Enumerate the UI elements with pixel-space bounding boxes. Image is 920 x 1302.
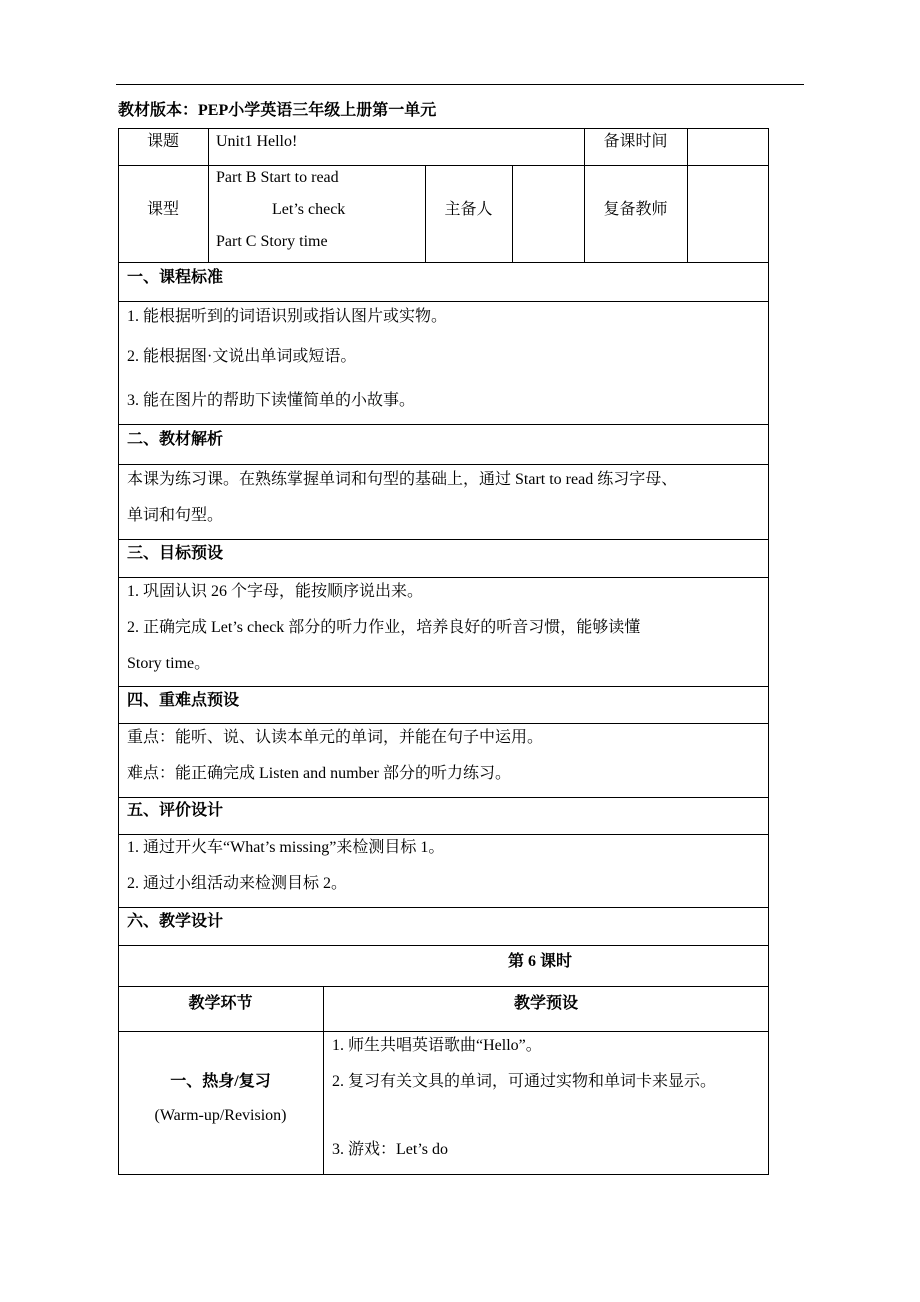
section-rule <box>118 686 769 687</box>
section-rule <box>118 424 769 425</box>
label-topic: 课题 <box>146 133 179 150</box>
section-rule <box>118 1031 769 1032</box>
section-line: 2. 通过小组活动来检测目标 2。 <box>127 875 348 892</box>
stage-name-en: (Warm-up/Revision) <box>154 1107 287 1124</box>
section-line: 难点：能正确完成 Listen and number 部分的听力练习。 <box>127 765 511 782</box>
header-rule <box>118 165 769 166</box>
section-rule <box>118 301 769 302</box>
top-rule <box>116 84 804 85</box>
topic-value: Unit1 Hello! <box>216 133 298 150</box>
section-rule <box>118 723 769 724</box>
section-rule <box>118 907 769 908</box>
section-rule <box>118 945 769 946</box>
header-col-line <box>512 165 513 262</box>
label-review: 复备教师 <box>603 201 668 218</box>
section-rule <box>118 986 769 987</box>
section-rule <box>118 797 769 798</box>
type-line: Part C Story time <box>216 233 328 250</box>
type-line: Part B Start to read <box>216 169 339 186</box>
section-line: 重点：能听、说、认读本单元的单词，并能在句子中运用。 <box>127 729 544 746</box>
section-heading: 三、目标预设 <box>127 545 224 562</box>
section-line: 2. 能根据图·文说出单词或短语。 <box>127 348 357 365</box>
section-line: 单词和句型。 <box>127 507 224 524</box>
section-rule <box>118 464 769 465</box>
section-heading: 六、教学设计 <box>127 913 224 930</box>
plan-step: 2. 复习有关文具的单词，可通过实物和单词卡来显示。 <box>332 1073 717 1090</box>
type-line: Let’s check <box>272 201 346 218</box>
section-heading: 二、教材解析 <box>127 431 224 448</box>
section-line: 1. 通过开火车“What’s missing”来检测目标 1。 <box>127 839 445 856</box>
plan-step: 3. 游戏：Let’s do <box>332 1141 448 1158</box>
header-rule <box>118 262 769 263</box>
section-heading: 五、评价设计 <box>127 802 224 819</box>
section-line: 1. 巩固认识 26 个字母，能按顺序说出来。 <box>127 583 424 600</box>
section-line: Story time。 <box>127 655 211 672</box>
plan-step: 1. 师生共唱英语歌曲“Hello”。 <box>332 1037 542 1054</box>
col-header-plan: 教学预设 <box>513 995 578 1012</box>
header-col-line <box>687 128 688 262</box>
section-rule <box>118 577 769 578</box>
label-lead: 主备人 <box>444 201 493 218</box>
col-header-stage: 教学环节 <box>188 995 253 1012</box>
section-line: 本课为练习课。在熟练掌握单词和句型的基础上，通过 Start to read 练习字母、 <box>127 471 678 488</box>
label-prep-time: 备课时间 <box>603 133 668 150</box>
section-heading: 四、重难点预设 <box>127 692 240 709</box>
header-col-line <box>208 128 209 262</box>
lesson-title: 第 6 课时 <box>508 953 573 970</box>
section-line: 1. 能根据听到的词语识别或指认图片或实物。 <box>127 308 448 325</box>
stage-name: 一、热身/复习 <box>170 1073 271 1090</box>
section-line: 2. 正确完成 Let’s check 部分的听力作业，培养良好的听音习惯，能够读懂 <box>127 619 641 636</box>
section-heading: 一、课程标准 <box>127 269 224 286</box>
document-caption: 教材版本：PEP小学英语三年级上册第一单元 <box>118 102 437 119</box>
section-rule <box>118 834 769 835</box>
section-line: 3. 能在图片的帮助下读懂简单的小故事。 <box>127 392 416 409</box>
label-type: 课型 <box>146 201 179 218</box>
section-rule <box>118 539 769 540</box>
